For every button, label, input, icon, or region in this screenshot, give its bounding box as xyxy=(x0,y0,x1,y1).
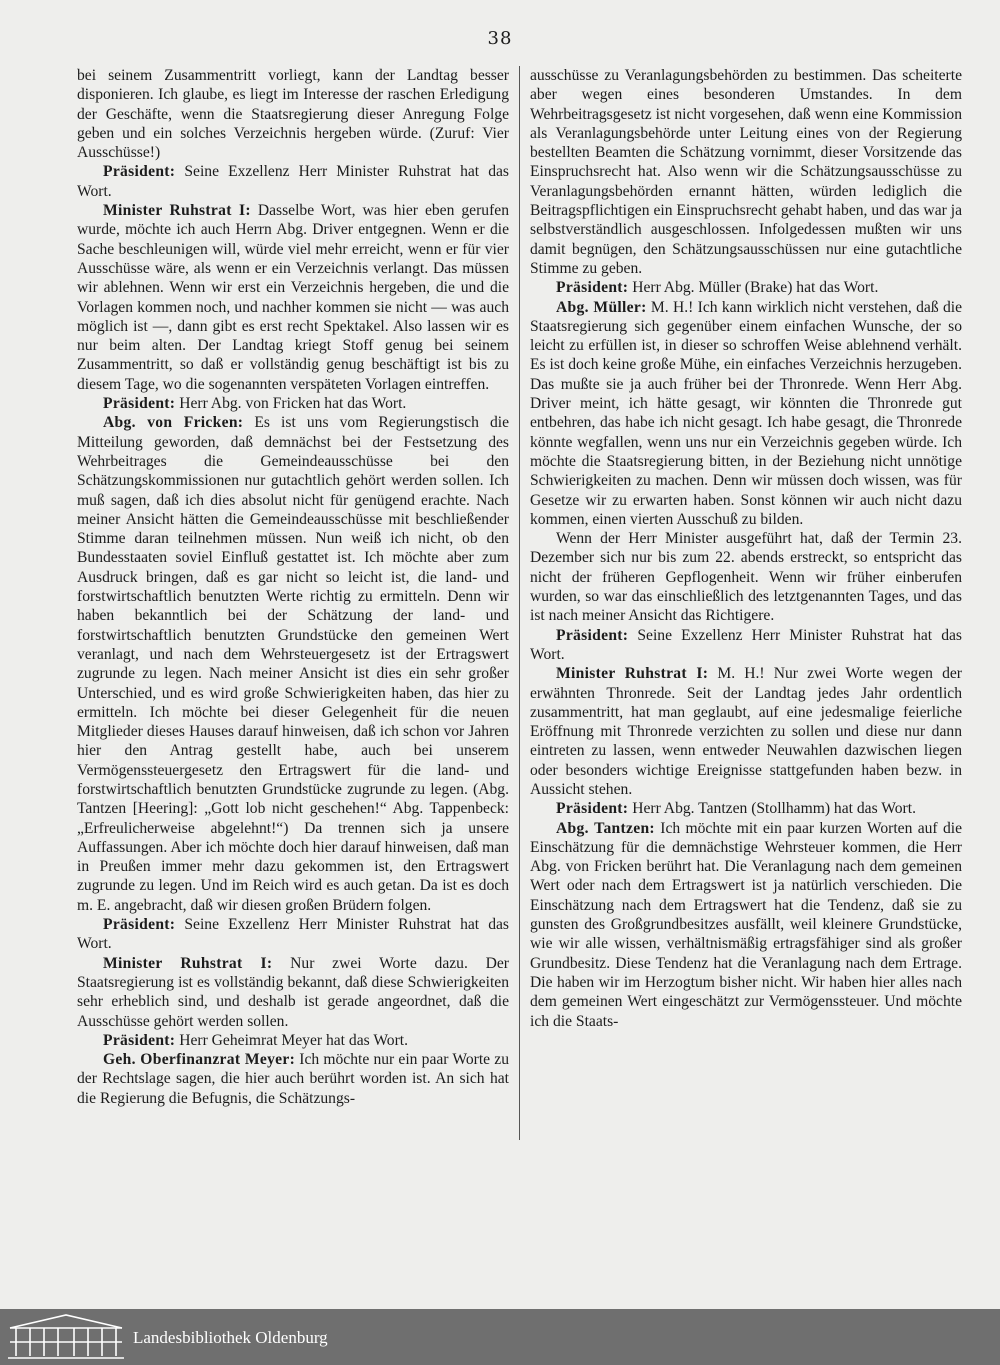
paragraph xyxy=(77,915,509,954)
paragraph xyxy=(530,626,962,665)
paragraph xyxy=(77,162,509,201)
paragraph xyxy=(77,66,509,162)
paragraph xyxy=(530,799,962,818)
speaker-label: Abg. Tantzen: xyxy=(556,819,655,837)
speaker-label: Präsident: xyxy=(103,395,176,413)
page-number: 38 xyxy=(487,28,513,49)
library-building-icon xyxy=(8,1312,124,1362)
speaker-label: Präsident: xyxy=(103,916,176,934)
paragraph xyxy=(77,413,509,915)
speaker-label: Präsident: xyxy=(556,800,629,818)
paragraph-text: Herr Abg. von Fricken hat das Wort. xyxy=(175,395,407,413)
speaker-label: Minister Ruhstrat I: xyxy=(556,665,709,683)
paragraph-text: Seine Exzellenz Herr Minister Ruhstrat hat das Wort. xyxy=(530,626,962,663)
library-footer xyxy=(0,1309,1000,1365)
paragraph-text: Nur zwei Worte dazu. Der Staatsregierung ist es vollständig bekannt, daß diese Schwierigkeiten sehr erheblich sind, und deshalb ist gerade angeordnet, daß die Ausschüsse gehört werden sollen. xyxy=(77,954,509,1030)
paragraph xyxy=(77,1050,509,1108)
left-column xyxy=(77,66,509,1108)
speaker-label: Abg. von Fricken: xyxy=(103,414,244,432)
paragraph xyxy=(77,201,509,394)
speaker-label: Geh. Oberfinanzrat Meyer: xyxy=(103,1051,296,1069)
column-divider xyxy=(519,66,520,1140)
paragraph-text: Es ist uns vom Regierungstisch die Mitteilung geworden, daß demnächst bei der Festsetzung des Wehrbeitrages die Gemeindeausschüsse bei den Schätzungskommissionen nur gutachtlich gehört werden sollen. Ich muß sagen, daß ich dies absolut nicht für genügend erachte. Nach meiner Ansicht hätten die Gemeindeausschüsse mit beschließender Stimme daran teilnehmen müssen. Nun weiß ich nicht, ob den Bundesstaaten soviel Einfluß gestattet ist. Ich möchte aber zum Ausdruck bringen, daß es gar nicht so leicht ist, die land- und forstwirtschaftlich benutzten Werte richtig zu ermitteln. Denn wir haben bekanntlich bei der Schätzung der land- und forstwirtschaftlich benutzten Grundstücke den gemeinen Wert veranlagt, und nach dem Wehrsteuergesetz ist der Ertragswert zugrunde zu legen. Nach meiner Ansicht ist dies ein sehr großer Unterschied, und es wird große Schwierigkeiten haben, das hier zu ermitteln. Ich möchte bei dieser Gelegenheit für die neuen Mitglieder dieses Hauses darauf hinweisen, daß ich schon vor Jahren hier den Antrag gestellt habe, auch bei unserem Vermögenssteuergesetz den Ertragswert für die land- und forstwirtschaftlich benutzten Grundstücke zugrunde zu legen. (Abg. Tantzen [Heering]: „Gott lob nicht geschehen!“ Abg. Tappenbeck: „Erfreulicherweise abgelehnt!“) Da trennen sich ja unsere Auffassungen. Aber ich möchte doch hier darauf hinweisen, daß man in Preußen immer mehr dazu gekommen ist, den Ertragswert zugrunde zu legen. Und im Reich wird es auch getan. Da ist es doch m. E. angebracht, daß wir diesen großen Brüdern folgen. xyxy=(77,414,509,914)
paragraph xyxy=(77,954,509,1031)
paragraph-text: M. H.! Nur zwei Worte wegen der erwähnten Thronrede. Seit der Landtag jedes Jahr ordentlich zusammentritt, hat man geglaubt, auf eine jedesmalige feierliche Eröffnung mit Thronrede verzichten zu sollen und diese nur dann eintreten zu lassen, wenn entweder Neuwahlen dazwischen liegen oder besonders wichtige Ereignisse stattgefunden haben bezw. in Aussicht stehen. xyxy=(530,665,962,798)
speaker-label: Präsident: xyxy=(103,1031,176,1049)
paragraph xyxy=(530,529,962,625)
paragraph-text: Dasselbe Wort, was hier eben gerufen wurde, möchte ich auch Herrn Abg. Driver entgegnen. Wenn er die Sache beschleunigen will, würde viel mehr erreicht, wenn er für vier Ausschüsse wäre, als wenn er ein Verzeichnis verlangt. Das müssen wir ablehnen. Wenn wir erst ein Verzeichnis hergeben, die und die Vorlagen kommen noch, und nachher kommen sie nicht — was auch möglich ist —, dann gibt es erst recht Spektakel. Also lassen wir es nur beim alten. Der Landtag kriegt Stoff genug bei seinem Zusammentritt, so daß er vollständig genug beschäftigt ist bis zu diesem Tage, wo die sogenannten verspäteten Vorlagen eintreffen. xyxy=(77,202,509,393)
paragraph-text: Wenn der Herr Minister ausgeführt hat, daß der Termin 23. Dezember sich nur bis zum 22. abends erstreckt, so entspricht das nicht der früheren Gepflogenheit. Wenn wir früher einberufen wurden, so war das einschließlich des letztgenannten Tages, und das ist nach meiner Ansicht das Richtigere. xyxy=(530,530,962,625)
right-column xyxy=(530,66,962,1031)
paragraph-text: Herr Abg. Tantzen (Stollhamm) hat das Wort. xyxy=(628,800,916,818)
paragraph xyxy=(530,66,962,278)
paragraph-text: Seine Exzellenz Herr Minister Ruhstrat hat das Wort. xyxy=(77,916,509,953)
paragraph xyxy=(530,819,962,1031)
speaker-label: Präsident: xyxy=(103,163,176,181)
paragraph-text: ausschüsse zu Veranlagungsbehörden zu bestimmen. Das scheiterte aber wegen eines besonderen Umstandes. In dem Wehrbeitragsgesetz ist nicht vorgesehen, daß wenn eine Kommission als Veranlagungsbehörde unter Leitung eines von der Regierung bestellten Beamten die Schätzung vornimmt, dieser Vorsitzende das Einspruchsrecht hat. Also wenn wir die Schätzungsausschüsse zu Veranlagungsbehörden ernannt hätten, würden lediglich die Beitragspflichtigen ein Einspruchsrecht gehabt haben, und das war ja selbstverständlich ausgeschlossen. Infolgedessen mußten wir uns damit begnügen, den Schätzungsausschüssen nur eine gutachtliche Stimme zu geben. xyxy=(530,67,962,277)
speaker-label: Minister Ruhstrat I: xyxy=(103,202,251,220)
paragraph-text: Herr Geheimrat Meyer hat das Wort. xyxy=(175,1031,409,1049)
library-name: Landesbibliothek Oldenburg xyxy=(133,1328,328,1347)
paragraph xyxy=(530,664,962,799)
speaker-label: Minister Ruhstrat I: xyxy=(103,954,273,972)
paragraph-text: bei seinem Zusammentritt vorliegt, kann der Landtag besser disponieren. Ich glaube, es liegt im Interesse der raschen Erledigung der Geschäfte, wenn die Staatsregierung dieser Anregung Folge geben und ein solches Verzeichnis hergeben würde. (Zuruf: Vier Ausschüsse!) xyxy=(77,67,509,162)
speaker-label: Abg. Müller: xyxy=(556,298,647,316)
paragraph xyxy=(77,394,509,413)
paragraph-text: Herr Abg. Müller (Brake) hat das Wort. xyxy=(628,279,879,297)
paragraph-text: M. H.! Ich kann wirklich nicht verstehen, daß die Staatsregierung sich gegenüber einem einfachen Wunsche, der so leicht zu erfüllen ist, in dieser so schroffen Weise ablehnend verhält. Es ist doch keine große Mühe, ein einfaches Verzeichnis herzugeben. Das mußte sie ja auch früher bei der Thronrede. Wenn Herr Abg. Driver meint, ich hätte gesagt, wir könnten die Thronrede gut entbehren, das habe ich nicht gesagt. Ich habe gesagt, die Thronrede könnte wegfallen, wenn uns nur ein Verzeichnis gegeben würde. Ich möchte die Staatsregierung bitten, in der Beziehung nicht unnötige Schwierigkeiten zu machen. Denn wir müssen doch wissen, was für Gesetze wir zu erwarten haben. Sonst können wir auch nicht dazu kommen, einen vierten Ausschuß zu bilden. xyxy=(530,298,962,528)
paragraph xyxy=(530,298,962,530)
paragraph-text: Ich möchte mit ein paar kurzen Worten auf die Einschätzung für die demnächstige Wehrsteuer kommen, die Herr Abg. von Fricken berührt hat. Die Veranlagung nach dem gemeinen Wert oder nach dem Ertragswert ist ja natürlich verschieden. Die Einschätzung nach dem Ertragswert hat die Tendenz, daß sie zu gunsten des Großgrundbesitzes ausfällt, weil kleinere Grundstücke, wie wir alle wissen, verhältnismäßig ertragsfähiger sind als großer Grundbesitz. Diese Tendenz hat die Veranlagung nach dem Ertrage. Die haben wir im Herzogtum bisher nicht. Wir haben hier alles nach dem gemeinen Wert eingeschätzt zur Vermögenssteuer. Und möchte ich die Staats- xyxy=(530,819,962,1030)
paragraph xyxy=(530,278,962,297)
speaker-label: Präsident: xyxy=(556,279,629,297)
paragraph xyxy=(77,1031,509,1050)
speaker-label: Präsident: xyxy=(556,626,629,644)
paragraph-text: Seine Exzellenz Herr Minister Ruhstrat hat das Wort. xyxy=(77,163,509,200)
paragraph-text: Ich möchte nur ein paar Worte zu der Rechtslage sagen, die hier auch berührt worden ist. An sich hat die Regierung die Befugnis, die Schätzungs- xyxy=(77,1051,509,1107)
